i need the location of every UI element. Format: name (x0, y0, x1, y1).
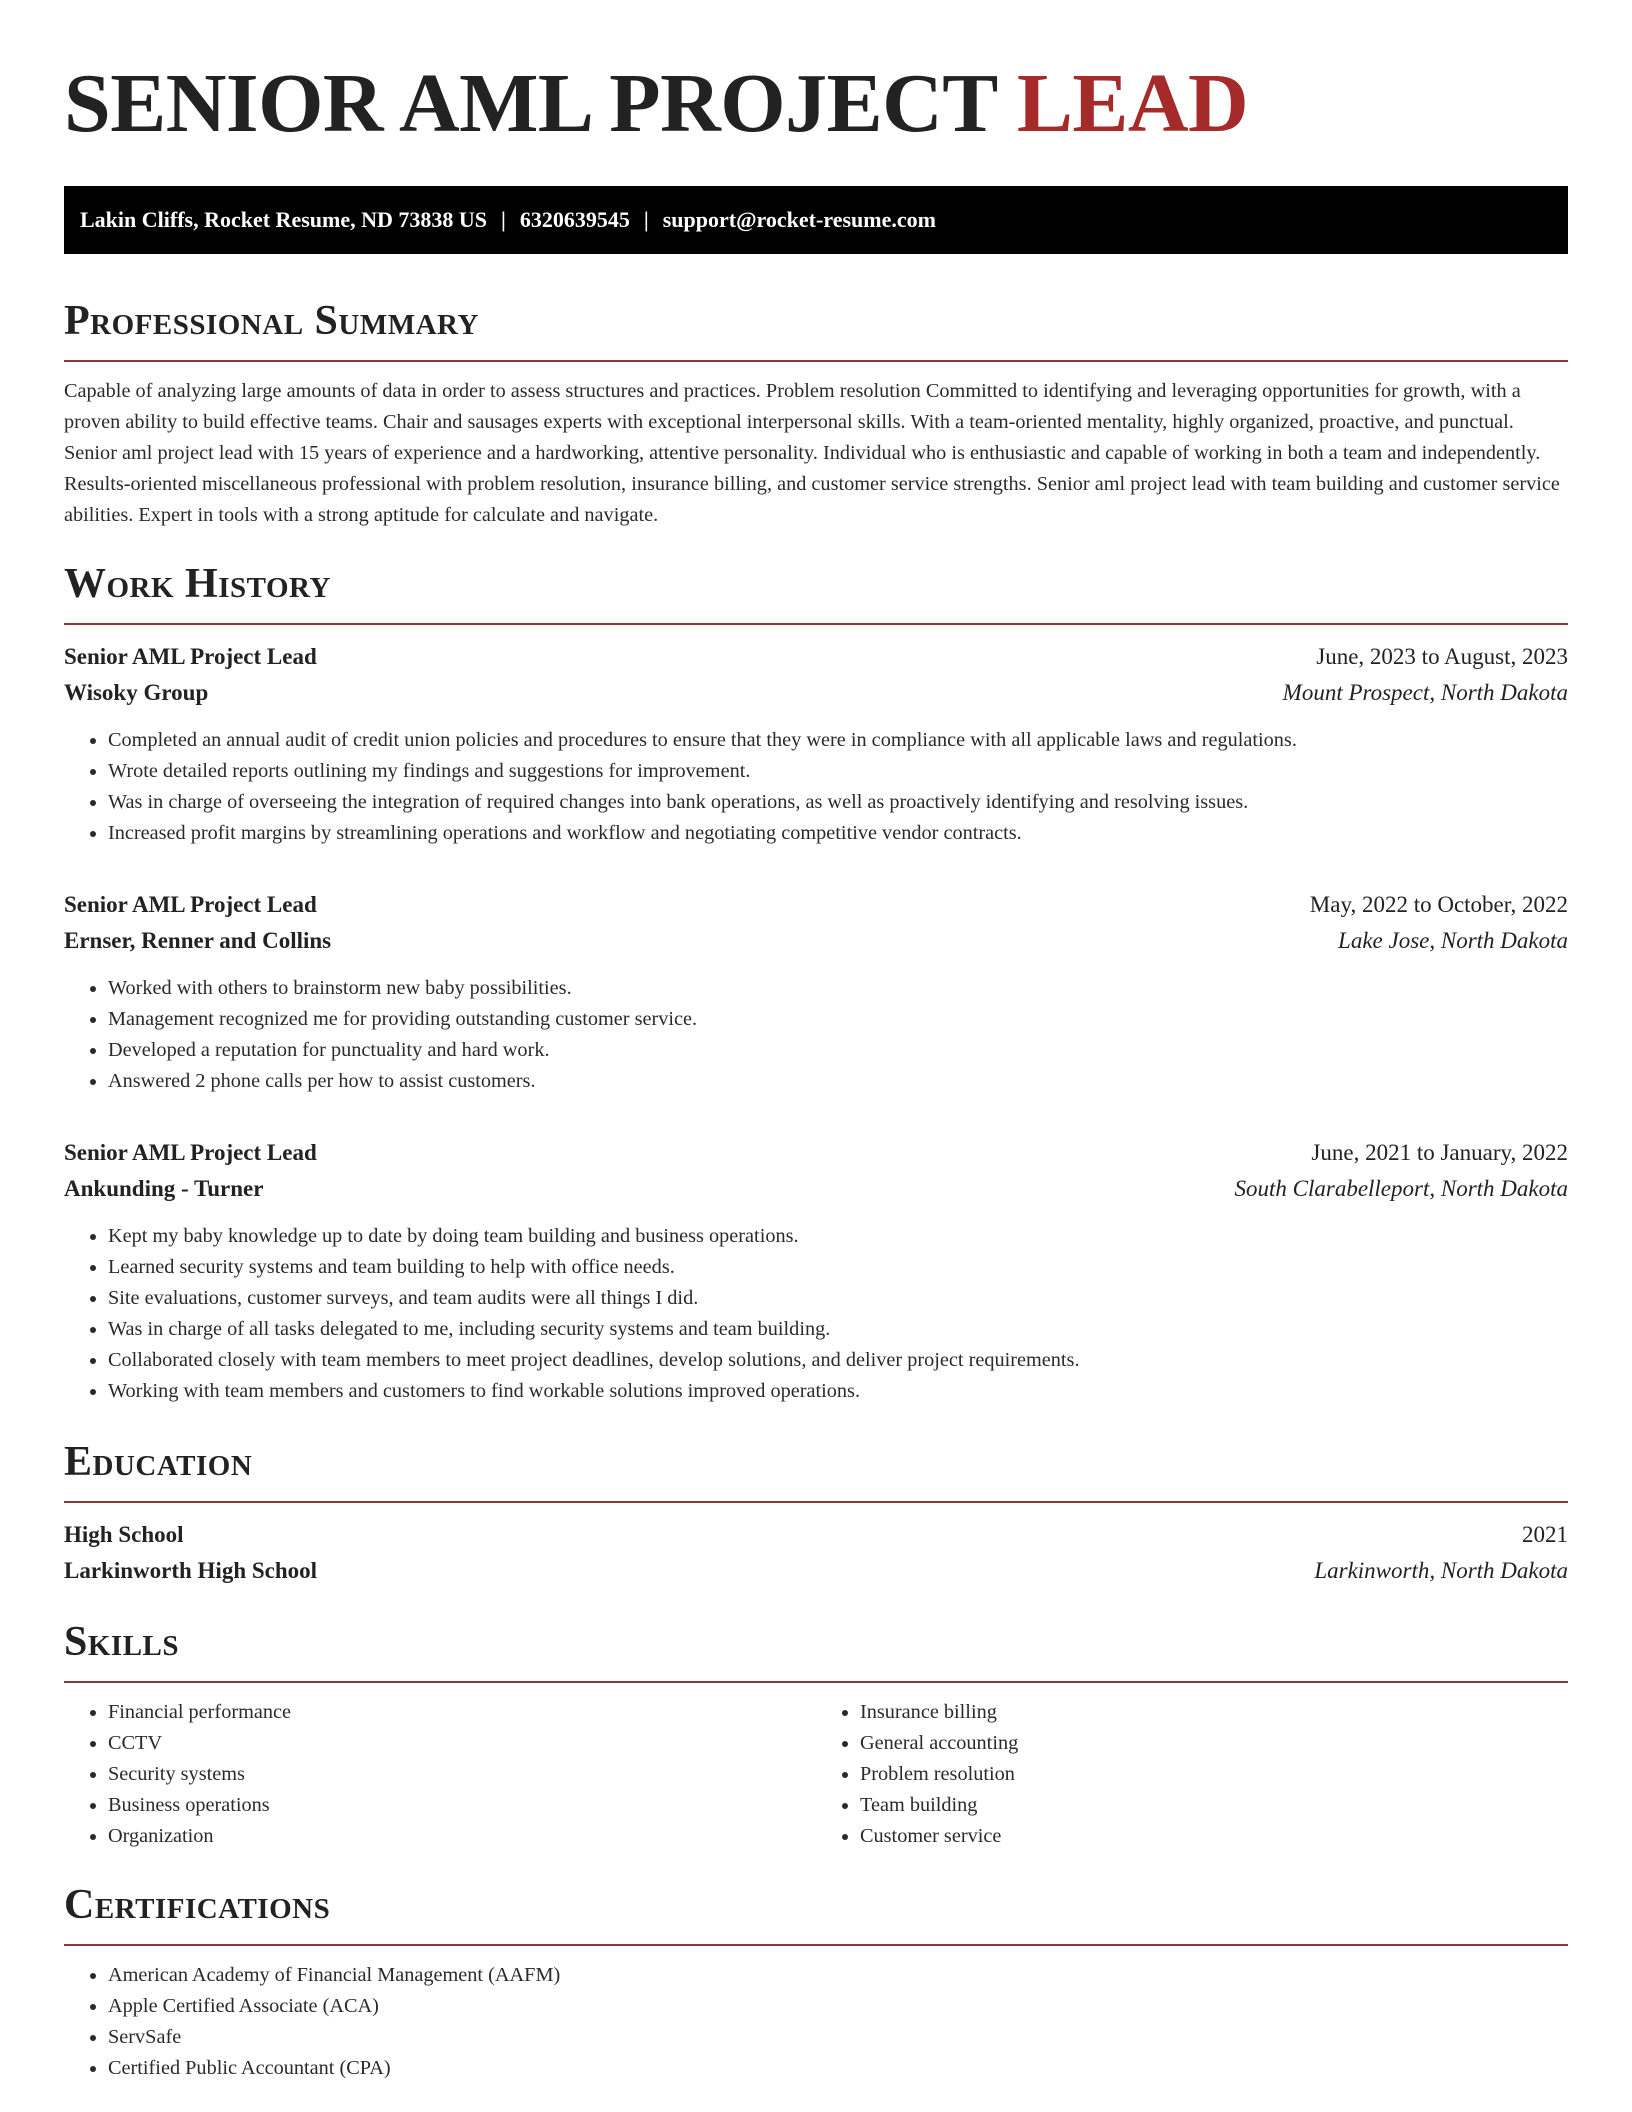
job-row-bottom (64, 1171, 1568, 1207)
education-heading: Education (64, 1439, 253, 1485)
skill-item: • Insurance billing (860, 1697, 1568, 1728)
title-accent: LEAD (1016, 57, 1249, 150)
job-row-top (64, 887, 1568, 923)
skill-item: • Business operations (108, 1790, 816, 1821)
summary-text: Capable of analyzing large amounts of data in order to assess structures and practices. Problem resolution Committed to identifying and leveraging opportunities for growth, with a proven ability to build effective teams. Chair and sausages experts with exceptional interpersonal skills. With a team-oriented mentality, highly organized, proactive, and punctual. Senior aml project lead with 15 years of experience and a hardworking, attentive personality. Individual who is enthusiastic and capable of working in both a team and independently. Results-oriented miscellaneous professional with problem resolution, insurance billing, and customer service strengths. Senior aml project lead with team building and customer service abilities. Expert in tools with a strong aptitude for calculate and navigate. (64, 380, 1560, 526)
skill-item: • CCTV (108, 1728, 816, 1759)
contact-separator: | (643, 207, 649, 232)
contact-phone[interactable]: 6320639545 (519, 207, 630, 232)
job-entry (64, 1135, 1568, 1407)
job-company: Ernser, Renner and Collins (64, 928, 332, 953)
job-row-top (64, 639, 1568, 675)
section-divider (64, 623, 1568, 625)
job-bullet: • Developed a reputation for punctuality and hard work. (108, 1035, 1568, 1066)
job-list (64, 639, 1568, 1407)
certifications-list (64, 1960, 1568, 2084)
education-location: Larkinworth, North Dakota (1314, 1558, 1568, 1583)
job-bullet: • Management recognized me for providing outstanding customer service. (108, 1004, 1568, 1035)
job-bullet: • Learned security systems and team building to help with office needs. (108, 1252, 1568, 1283)
contact-bar (64, 186, 1568, 254)
job-row-bottom (64, 923, 1568, 959)
job-bullets (64, 725, 1568, 849)
job-bullet: • Wrote detailed reports outlining my findings and suggestions for improvement. (108, 756, 1568, 787)
job-bullet: • Collaborated closely with team members to meet project deadlines, develop solutions, and deliver project requirements. (108, 1345, 1568, 1376)
skill-item: • Problem resolution (860, 1759, 1568, 1790)
skill-item: • Financial performance (108, 1697, 816, 1728)
job-bullet: • Answered 2 phone calls per how to assist customers. (108, 1066, 1568, 1097)
education-school: Larkinworth High School (64, 1558, 318, 1583)
job-role: Senior AML Project Lead (64, 644, 317, 669)
section-divider (64, 360, 1568, 362)
education-row-top (64, 1517, 1568, 1553)
job-bullet: • Was in charge of overseeing the integration of required changes into bank operations, as well as proactively identifying and resolving issues. (108, 787, 1568, 818)
job-role: Senior AML Project Lead (64, 892, 317, 917)
job-entry (64, 887, 1568, 1097)
education-year: 2021 (1522, 1522, 1568, 1547)
job-bullet: • Was in charge of all tasks delegated to me, including security systems and team building. (108, 1314, 1568, 1345)
resume-title (64, 56, 1568, 152)
job-entry (64, 639, 1568, 849)
education-degree: High School (64, 1522, 184, 1547)
skills-heading: Skills (64, 1619, 180, 1665)
job-location: Mount Prospect, North Dakota (1282, 680, 1568, 705)
skills-list-right (816, 1697, 1568, 1852)
job-bullet: • Increased profit margins by streamlining operations and workflow and negotiating competitive vendor contracts. (108, 818, 1568, 849)
section-divider (64, 1501, 1568, 1503)
job-company: Ankunding - Turner (64, 1176, 264, 1201)
section-divider (64, 1681, 1568, 1683)
summary-heading: Professional Summary (64, 298, 479, 344)
skills-grid (64, 1697, 1568, 1852)
job-location: Lake Jose, North Dakota (1338, 928, 1568, 953)
contact-address: Lakin Cliffs, Rocket Resume, ND 73838 US (80, 207, 487, 232)
job-dates: May, 2022 to October, 2022 (1309, 892, 1568, 917)
job-bullet: • Working with team members and customers to find workable solutions improved operations. (108, 1376, 1568, 1407)
job-row-bottom (64, 675, 1568, 711)
job-bullets (64, 973, 1568, 1097)
certifications-heading: Certifications (64, 1882, 331, 1928)
skills-list-left (64, 1697, 816, 1852)
job-role: Senior AML Project Lead (64, 1140, 317, 1165)
title-main: SENIOR AML PROJECT (64, 57, 997, 150)
section-divider (64, 1944, 1568, 1946)
job-bullet: • Kept my baby knowledge up to date by doing team building and business operations. (108, 1221, 1568, 1252)
job-company: Wisoky Group (64, 680, 209, 705)
certification-item: • Certified Public Accountant (CPA) (108, 2053, 1568, 2084)
summary-section (64, 296, 1568, 531)
certification-item: • Apple Certified Associate (ACA) (108, 1991, 1568, 2022)
education-section (64, 1437, 1568, 1589)
skill-item: • Customer service (860, 1821, 1568, 1852)
job-dates: June, 2023 to August, 2023 (1316, 644, 1568, 669)
certifications-section (64, 1880, 1568, 2084)
job-location: South Clarabelleport, North Dakota (1234, 1176, 1568, 1201)
skill-item: • General accounting (860, 1728, 1568, 1759)
skills-section (64, 1617, 1568, 1852)
skill-item: • Team building (860, 1790, 1568, 1821)
education-row-bottom (64, 1553, 1568, 1589)
certification-item: • ServSafe (108, 2022, 1568, 2053)
work-history-section (64, 559, 1568, 1407)
contact-separator: | (501, 207, 506, 232)
work-history-heading: Work History (64, 561, 331, 607)
job-row-top (64, 1135, 1568, 1171)
job-bullets (64, 1221, 1568, 1407)
contact-email[interactable]: support@rocket-resume.com (662, 207, 936, 232)
skill-item: • Security systems (108, 1759, 816, 1790)
certification-item: • American Academy of Financial Management (AAFM) (108, 1960, 1568, 1991)
job-bullet: • Worked with others to brainstorm new baby possibilities. (108, 973, 1568, 1004)
job-bullet: • Site evaluations, customer surveys, and team audits were all things I did. (108, 1283, 1568, 1314)
job-dates: June, 2021 to January, 2022 (1311, 1140, 1568, 1165)
job-bullet: • Completed an annual audit of credit union policies and procedures to ensure that they were in compliance with all applicable laws and regulations. (108, 725, 1568, 756)
skill-item: • Organization (108, 1821, 816, 1852)
